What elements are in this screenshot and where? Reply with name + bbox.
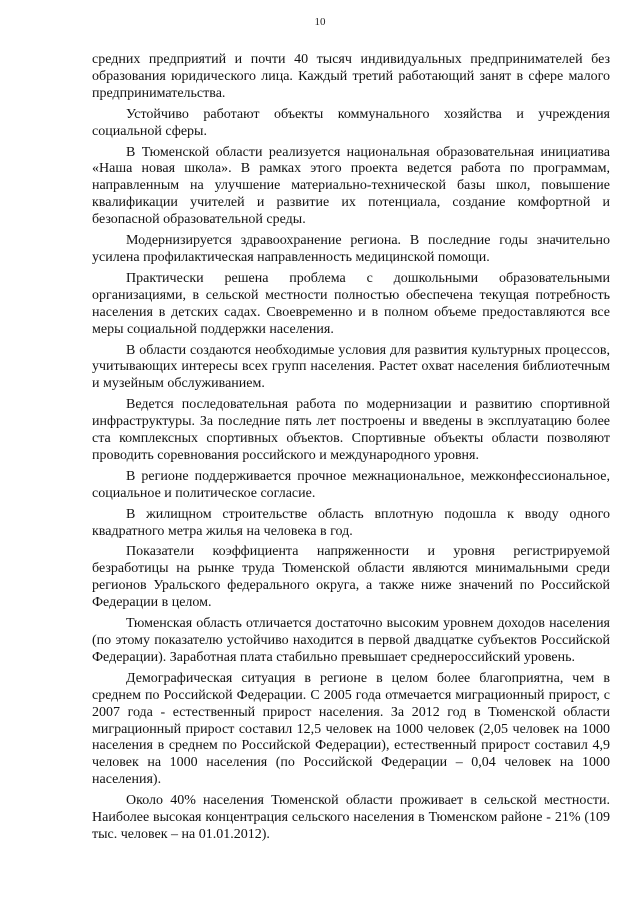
paragraph: Тюменская область отличается достаточно высоким уровнем доходов населения (по этому показателю устойчиво находится в первой двадцатке субъектов Российской Федерации). Заработная плата стабильно превышает среднероссийский уровень. (92, 616, 610, 665)
paragraph: средних предприятий и почти 40 тысяч индивидуальных предпринимателей без образования юридического лица. Каждый третий работающий занят в сфере малого предпринимательства. (92, 52, 610, 101)
paragraph: В Тюменской области реализуется национальная образовательная инициатива «Наша новая школа». В рамках этого проекта ведется работа по программам, направленным на улучшение материально-технической базы школ, повышение квалификации учителей и развитие их потенциала, создание комфортной и безопасной образовательной среды. (92, 144, 610, 228)
paragraph: В регионе поддерживается прочное межнациональное, межконфессиональное, социальное и политическое согласие. (92, 468, 610, 501)
paragraph: Практически решена проблема с дошкольными образовательными организациями, в сельской местности полностью обеспечена текущая потребность населения в детских садах. Своевременно и в полном объеме предоставляются все меры социальной поддержки населения. (92, 270, 610, 337)
paragraph: Ведется последовательная работа по модернизации и развитию спортивной инфраструктуры. За последние пять лет построены и введены в эксплуатацию более ста комплексных спортивных объектов. Спортивные объекты области позволяют проводить соревнования российского и международного уровня. (92, 397, 610, 463)
page-number: 10 (314, 16, 326, 28)
paragraph: В области создаются необходимые условия для развития культурных процессов, учитывающих интересы всех групп населения. Растет охват населения библиотечным и музейным обслуживанием. (92, 342, 610, 392)
document-body (92, 52, 610, 848)
paragraph: Показатели коэффициента напряженности и уровня регистрируемой безработицы на рынке труда Тюменской области являются минимальными среди регионов Уральского федерального округа, а также ниже значений по Российской Федерации в целом. (92, 544, 610, 611)
paragraph: Демографическая ситуация в регионе в целом более благоприятна, чем в среднем по Российской Федерации. С 2005 года отмечается миграционный прирост, с 2007 года - естественный прирост населения. За 2012 год в Тюменской области миграционный прирост составил 12,5 человек на 1000 человек (2,05 человек на 1000 населения в среднем по Российской Федерации), естественный прирост составил 4,9 человек на 1000 населения (по Российской Федерации – 0,04 человек на 1000 населения). (92, 670, 610, 788)
paragraph: Устойчиво работают объекты коммунального хозяйства и учреждения социальной сферы. (92, 106, 610, 139)
paragraph: В жилищном строительстве область вплотную подошла к вводу одного квадратного метра жилья на человека в год. (92, 506, 610, 539)
paragraph: Около 40% населения Тюменской области проживает в сельской местности. Наиболее высокая концентрация сельского населения в Тюменском районе - 21% (109 тыс. человек – на 01.01.2012). (92, 793, 610, 842)
paragraph: Модернизируется здравоохранение региона. В последние годы значительно усилена профилактическая направленность медицинской помощи. (92, 233, 610, 265)
